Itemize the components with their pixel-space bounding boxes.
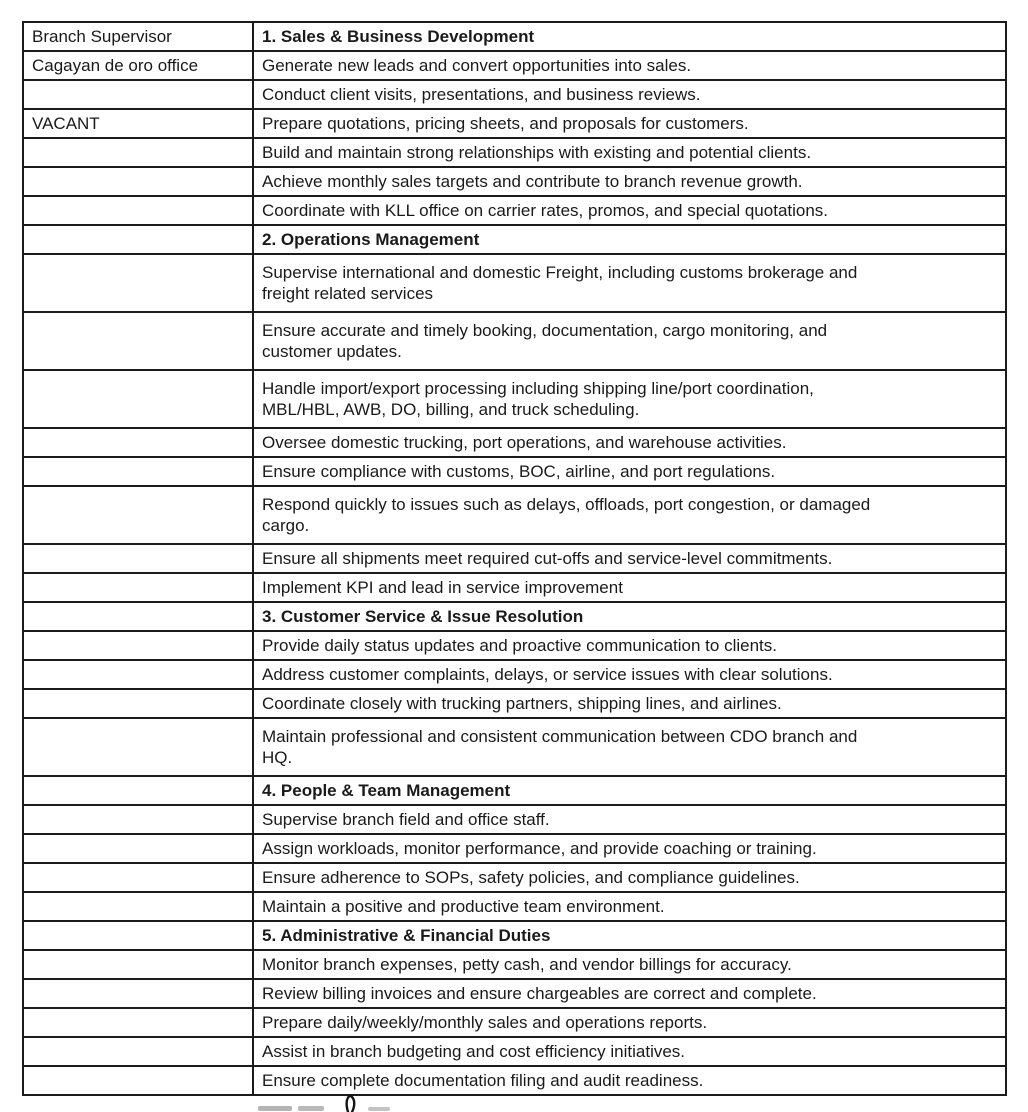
duty-text: Address customer complaints, delays, or service issues with clear solutions. [262, 665, 833, 684]
position-cell [23, 22, 253, 51]
duty-text: 4. People & Team Management [262, 781, 511, 800]
position-cell [23, 225, 253, 254]
duty-text: Coordinate with KLL office on carrier rates, promos, and special quotations. [262, 201, 829, 220]
duty-cell [253, 225, 1006, 254]
position-cell [23, 486, 253, 544]
duty-text: Implement KPI and lead in service improvement [262, 578, 623, 597]
table-row [23, 1008, 1006, 1037]
duty-cell [253, 602, 1006, 631]
duty-text: Maintain a positive and productive team environment. [262, 897, 665, 916]
position-text: Cagayan de oro office [32, 56, 199, 75]
cutoff-text-fragment [368, 1107, 390, 1111]
table-row [23, 22, 1006, 51]
position-cell [23, 1037, 253, 1066]
duty-text: Ensure compliance with customs, BOC, airline, and port regulations. [262, 462, 776, 481]
duty-cell [253, 892, 1006, 921]
duty-cell [253, 109, 1006, 138]
position-cell [23, 1008, 253, 1037]
duty-text: Supervise international and domestic Freight, including customs brokerage and freight related services [262, 263, 858, 303]
position-cell [23, 805, 253, 834]
job-description-table [22, 21, 1007, 1096]
position-cell [23, 254, 253, 312]
duty-text: Conduct client visits, presentations, and business reviews. [262, 85, 701, 104]
duty-cell [253, 950, 1006, 979]
position-cell [23, 109, 253, 138]
duty-cell [253, 544, 1006, 573]
duty-text: Assign workloads, monitor performance, and provide coaching or training. [262, 839, 817, 858]
table-row [23, 863, 1006, 892]
duty-text: Assist in branch budgeting and cost efficiency initiatives. [262, 1042, 686, 1061]
table-row [23, 254, 1006, 312]
duty-text: 2. Operations Management [262, 230, 480, 249]
position-cell [23, 370, 253, 428]
table-row [23, 1037, 1006, 1066]
cutoff-text-fragment [258, 1106, 292, 1111]
duty-text: Prepare daily/weekly/monthly sales and operations reports. [262, 1013, 708, 1032]
table-row [23, 660, 1006, 689]
duty-cell [253, 718, 1006, 776]
table-row [23, 167, 1006, 196]
table-row [23, 225, 1006, 254]
duty-text: Supervise branch field and office staff. [262, 810, 550, 829]
position-cell [23, 689, 253, 718]
position-cell [23, 428, 253, 457]
cutoff-text-fragment [298, 1106, 324, 1111]
table-row [23, 834, 1006, 863]
duty-cell [253, 1066, 1006, 1095]
position-cell [23, 776, 253, 805]
table-row [23, 689, 1006, 718]
duty-cell [253, 805, 1006, 834]
position-cell [23, 979, 253, 1008]
position-cell [23, 921, 253, 950]
position-cell [23, 631, 253, 660]
duty-text: Build and maintain strong relationships with existing and potential clients. [262, 143, 812, 162]
table-row [23, 573, 1006, 602]
duty-cell [253, 863, 1006, 892]
duty-cell [253, 776, 1006, 805]
duty-cell [253, 457, 1006, 486]
position-cell [23, 834, 253, 863]
duty-text: 5. Administrative & Financial Duties [262, 926, 551, 945]
signature-area [252, 1094, 432, 1112]
position-cell [23, 80, 253, 109]
duty-text: Achieve monthly sales targets and contribute to branch revenue growth. [262, 172, 803, 191]
table-row [23, 486, 1006, 544]
duty-text: Ensure adherence to SOPs, safety policies, and compliance guidelines. [262, 868, 800, 887]
position-text: Branch Supervisor [32, 27, 172, 46]
table-row [23, 892, 1006, 921]
position-cell [23, 718, 253, 776]
duty-text: 1. Sales & Business Development [262, 27, 535, 46]
position-cell [23, 660, 253, 689]
table-row [23, 950, 1006, 979]
duty-cell [253, 138, 1006, 167]
position-cell [23, 1066, 253, 1095]
duty-text: Ensure accurate and timely booking, documentation, cargo monitoring, and customer updates. [262, 321, 828, 361]
duty-text: Maintain professional and consistent communication between CDO branch and HQ. [262, 727, 858, 767]
table-row [23, 51, 1006, 80]
table-row [23, 544, 1006, 573]
duty-text: Monitor branch expenses, petty cash, and vendor billings for accuracy. [262, 955, 792, 974]
duty-cell [253, 834, 1006, 863]
table-row [23, 1066, 1006, 1095]
table-row [23, 370, 1006, 428]
table-row [23, 457, 1006, 486]
duty-text: 3. Customer Service & Issue Resolution [262, 607, 584, 626]
duty-cell [253, 689, 1006, 718]
duty-text: Respond quickly to issues such as delays, offloads, port congestion, or damaged cargo. [262, 495, 871, 535]
duty-cell [253, 51, 1006, 80]
duty-cell [253, 22, 1006, 51]
duty-text: Ensure complete documentation filing and audit readiness. [262, 1071, 704, 1090]
table-row [23, 138, 1006, 167]
job-table-body [23, 22, 1006, 1095]
table-row [23, 428, 1006, 457]
duty-text: Handle import/export processing including shipping line/port coordination, MBL/HBL, AWB, DO, billing, and truck scheduling. [262, 379, 814, 419]
table-row [23, 602, 1006, 631]
position-cell [23, 863, 253, 892]
duty-cell [253, 631, 1006, 660]
duty-text: Review billing invoices and ensure chargeables are correct and complete. [262, 984, 817, 1003]
position-cell [23, 892, 253, 921]
duty-text: Oversee domestic trucking, port operations, and warehouse activities. [262, 433, 787, 452]
table-row [23, 805, 1006, 834]
table-row [23, 312, 1006, 370]
duty-cell [253, 428, 1006, 457]
duty-text: Prepare quotations, pricing sheets, and proposals for customers. [262, 114, 749, 133]
position-cell [23, 196, 253, 225]
duty-text: Provide daily status updates and proactive communication to clients. [262, 636, 777, 655]
duty-cell [253, 370, 1006, 428]
duty-cell [253, 573, 1006, 602]
position-cell [23, 167, 253, 196]
position-text: VACANT [32, 114, 100, 133]
table-row [23, 718, 1006, 776]
signature-stroke-icon [252, 1094, 432, 1112]
duty-cell [253, 312, 1006, 370]
table-row [23, 979, 1006, 1008]
position-cell [23, 950, 253, 979]
pen-loop [347, 1096, 355, 1112]
table-row [23, 109, 1006, 138]
duty-cell [253, 167, 1006, 196]
duty-cell [253, 80, 1006, 109]
duty-text: Generate new leads and convert opportunities into sales. [262, 56, 692, 75]
duty-cell [253, 979, 1006, 1008]
duty-text: Ensure all shipments meet required cut-offs and service-level commitments. [262, 549, 833, 568]
duty-cell [253, 1008, 1006, 1037]
duty-cell [253, 660, 1006, 689]
table-row [23, 80, 1006, 109]
table-row [23, 921, 1006, 950]
position-cell [23, 51, 253, 80]
table-row [23, 776, 1006, 805]
duty-cell [253, 921, 1006, 950]
duty-cell [253, 254, 1006, 312]
table-row [23, 196, 1006, 225]
position-cell [23, 312, 253, 370]
table-row [23, 631, 1006, 660]
position-cell [23, 573, 253, 602]
duty-cell [253, 486, 1006, 544]
position-cell [23, 138, 253, 167]
duty-cell [253, 1037, 1006, 1066]
duty-cell [253, 196, 1006, 225]
position-cell [23, 457, 253, 486]
duty-text: Coordinate closely with trucking partners, shipping lines, and airlines. [262, 694, 782, 713]
position-cell [23, 602, 253, 631]
position-cell [23, 544, 253, 573]
